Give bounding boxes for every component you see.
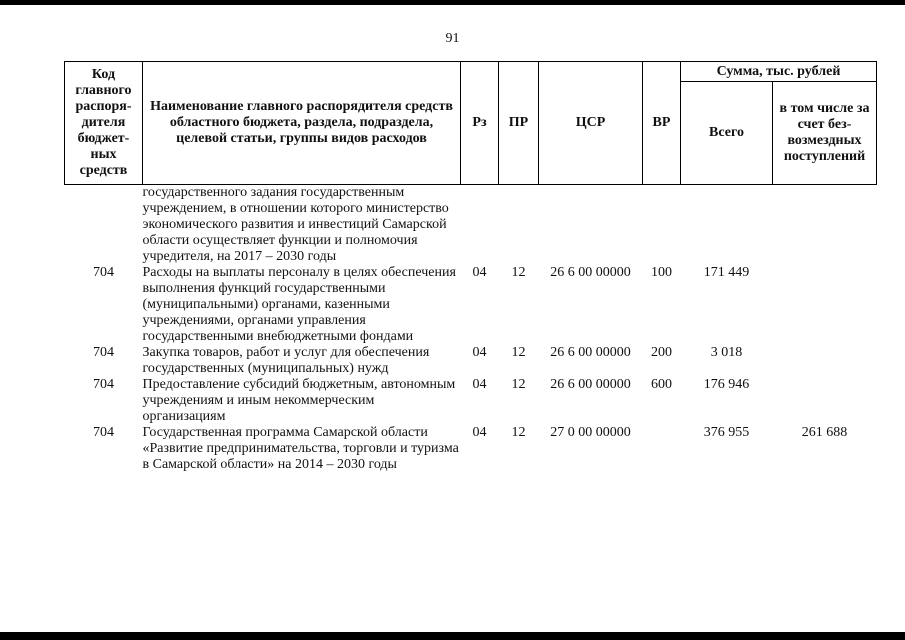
cell-incl: 261 688: [801, 425, 848, 440]
cell-rz: 04: [472, 377, 487, 392]
cell-pr: 12: [511, 377, 526, 392]
cell-total: 376 955: [703, 425, 750, 440]
table-row: [65, 265, 877, 345]
cell-vr: 600: [651, 377, 672, 392]
cell-csr: 26 6 00 00000: [550, 377, 631, 392]
budget-table: [64, 61, 877, 473]
cell-incl: [773, 265, 877, 345]
table-row: [65, 185, 877, 266]
table-row: [65, 345, 877, 377]
header-total: Всего: [681, 82, 773, 185]
top-border: [0, 0, 905, 5]
cell-name: Закупка товаров, работ и услуг для обеспечения государственных (муниципальных) нужд: [142, 345, 430, 376]
header-csr: ЦСР: [539, 62, 643, 185]
cell-vr: [643, 425, 681, 473]
cell-csr: [539, 185, 643, 266]
header-rz: Рз: [461, 62, 499, 185]
header-incl: в том числе за счет без-возмездных поступлений: [773, 82, 877, 185]
cell-name: Расходы на выплаты персоналу в целях обеспечения выполнения функций государственными (муниципальными) органами, казенными учреждениями, органами управления государственными внебюджетными фондами: [142, 265, 456, 344]
header-name: Наименование главного распорядителя средств областного бюджета, раздела, подраздела, целевой статьи, группы видов расходов: [143, 62, 461, 185]
cell-pr: [499, 185, 539, 266]
cell-code: [65, 185, 143, 266]
cell-incl: [773, 377, 877, 425]
header-sum-group: Сумма, тыс. рублей: [681, 62, 877, 82]
cell-csr: 26 6 00 00000: [550, 345, 631, 360]
table-row: [65, 425, 877, 473]
cell-total: [681, 185, 773, 266]
cell-code: 704: [93, 377, 114, 392]
cell-rz: [461, 185, 499, 266]
cell-total: 171 449: [703, 265, 750, 280]
header-vr: ВР: [643, 62, 681, 185]
cell-pr: 12: [511, 265, 526, 280]
cell-vr: [643, 185, 681, 266]
cell-code: 704: [93, 265, 114, 280]
cell-total: 176 946: [703, 377, 750, 392]
cell-vr: 200: [651, 345, 672, 360]
cell-name: Государственная программа Самарской области «Развитие предпринимательства, торговли и туризма в Самарской области» на 2014 – 2030 годы: [142, 425, 459, 472]
cell-incl: [773, 185, 877, 266]
cell-csr: 26 6 00 00000: [550, 265, 631, 280]
cell-incl: [773, 345, 877, 377]
page-number: 91: [445, 31, 460, 46]
table-row: [65, 377, 877, 425]
cell-pr: 12: [511, 425, 526, 440]
cell-pr: 12: [511, 345, 526, 360]
cell-code: 704: [93, 345, 114, 360]
cell-code: 704: [93, 425, 114, 440]
bottom-border: [0, 632, 905, 640]
header-pr: ПР: [499, 62, 539, 185]
cell-name: государственного задания государственным учреждением, в отношении которого министерство экономического развития и инвестиций Самарской области осуществляет функции и полномочия учредителя, на 2017 – 2030 годы: [142, 185, 449, 264]
cell-name: Предоставление субсидий бюджетным, автономным учреждениям и иным некоммерческим организациям: [142, 377, 456, 424]
header-code: Код главного распоря-дителя бюджет-ных средств: [65, 62, 143, 185]
cell-csr: 27 0 00 00000: [550, 425, 631, 440]
cell-rz: 04: [472, 265, 487, 280]
cell-total: 3 018: [710, 345, 743, 360]
cell-vr: 100: [651, 265, 672, 280]
cell-rz: 04: [472, 345, 487, 360]
cell-rz: 04: [472, 425, 487, 440]
